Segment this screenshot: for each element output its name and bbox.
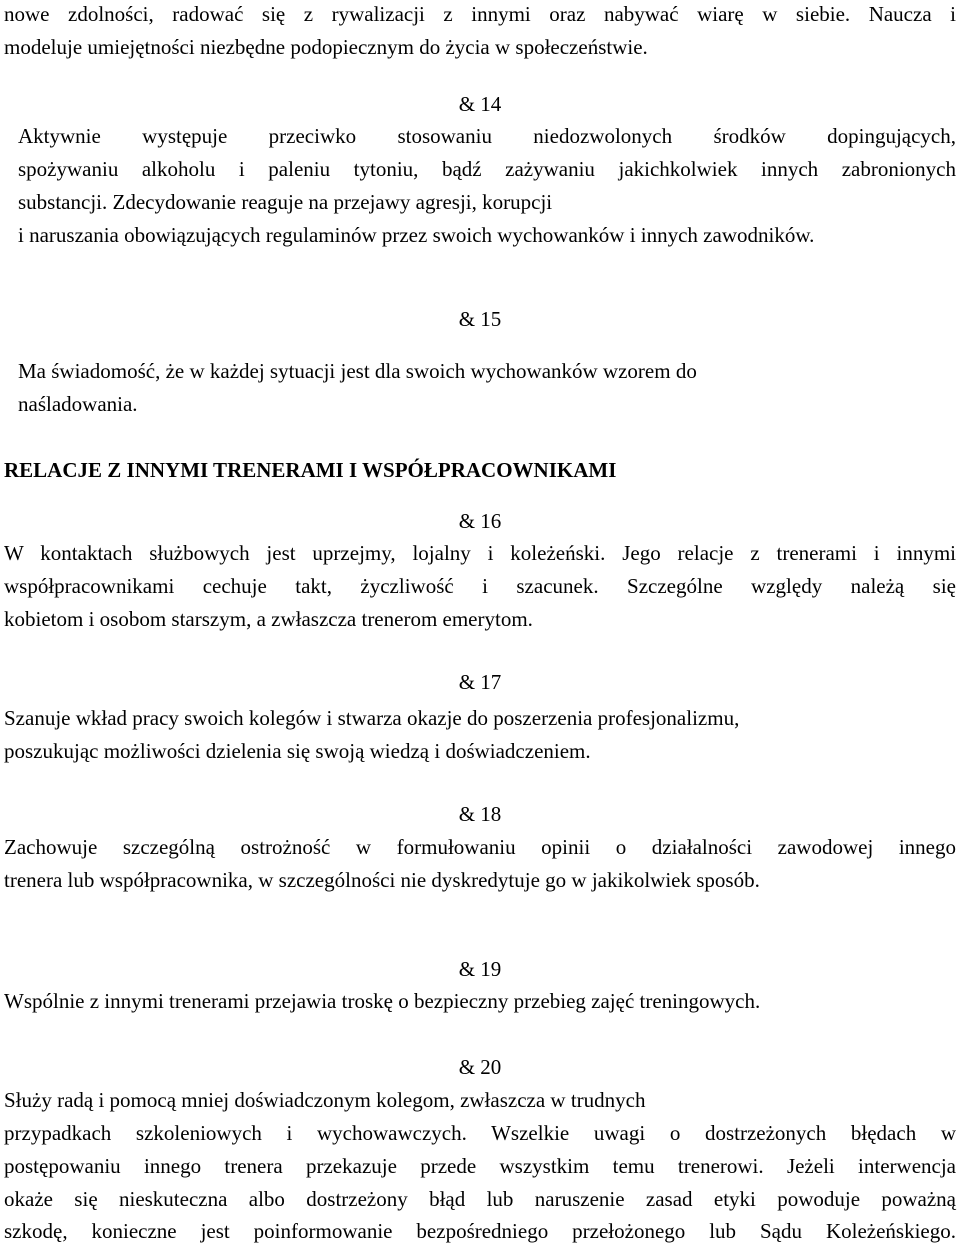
s20-line-1: Służy radą i pomocą mniej doświadczonym kolegom, zwłaszcza w trudnych (4, 1088, 646, 1112)
s14-line-1: Aktywnie występuje przeciwko stosowaniu niedozwolonych środków dopingujących, (18, 124, 956, 148)
s20-line-5: szkodę, konieczne jest poinformowanie bezpośredniego przełożonego lub Sądu Koleżeńskiego. (4, 1219, 956, 1243)
s14-line-3: substancji. Zdecydowanie reaguje na przejawy agresji, korupcji (18, 190, 553, 214)
section-heading-17: & 17 (458, 670, 502, 694)
s20-line-3: postępowaniu innego trenera przekazuje przede wszystkim temu trenerowi. Jeżeli interwencja (4, 1154, 956, 1178)
intro-line-2: modeluje umiejętności niezbędne podopiecznym do życia w społeczeństwie. (4, 35, 648, 59)
section-heading-15: & 15 (458, 307, 502, 331)
s15-line-2: naśladowania. (18, 392, 138, 416)
s15-line-1: Ma świadomość, że w każdej sytuacji jest dla swoich wychowanków wzorem do (18, 359, 697, 383)
s19-line-1: Wspólnie z innymi trenerami przejawia troskę o bezpieczny przebieg zajęć treningowych. (4, 989, 761, 1013)
s17-line-1: Szanuje wkład pracy swoich kolegów i stwarza okazje do poszerzenia profesjonalizmu, (4, 706, 740, 730)
section-heading-16: & 16 (458, 509, 502, 533)
s16-line-3: kobietom i osobom starszym, a zwłaszcza trenerom emerytom. (4, 607, 533, 631)
s14-line-2: spożywaniu alkoholu i paleniu tytoniu, bądź zażywaniu jakichkolwiek innych zabronionych (18, 157, 956, 181)
section-heading-20: & 20 (458, 1055, 502, 1079)
section-heading-14: & 14 (458, 92, 502, 116)
s20-line-4: okaże się nieskuteczna albo dostrzeżony błąd lub naruszenie zasad etyki powoduje poważną (4, 1187, 956, 1211)
s16-line-2: współpracownikami cechuje takt, życzliwość i szacunek. Szczególne względy należą się (4, 574, 956, 598)
intro-line-1: nowe zdolności, radować się z rywalizacji z innymi oraz nabywać wiarę w siebie. Naucza i (4, 2, 956, 26)
s16-line-1: W kontaktach służbowych jest uprzejmy, lojalny i koleżeński. Jego relacje z trenerami i innymi (4, 541, 956, 565)
section-heading-19: & 19 (458, 957, 502, 981)
s20-line-2: przypadkach szkoleniowych i wychowawczych. Wszelkie uwagi o dostrzeżonych błędach w (4, 1121, 956, 1145)
s17-line-2: poszukując możliwości dzielenia się swoją wiedzą i doświadczeniem. (4, 739, 591, 763)
s14-line-4: i naruszania obowiązujących regulaminów przez swoich wychowanków i innych zawodników. (18, 223, 815, 247)
section-title: RELACJE Z INNYMI TRENERAMI I WSPÓŁPRACOWNIKAMI (4, 458, 617, 482)
section-heading-18: & 18 (458, 802, 502, 826)
s18-line-2: trenera lub współpracownika, w szczególności nie dyskredytuje go w jakikolwiek sposób. (4, 868, 760, 892)
s18-line-1: Zachowuje szczególną ostrożność w formułowaniu opinii o działalności zawodowej innego (4, 835, 956, 859)
